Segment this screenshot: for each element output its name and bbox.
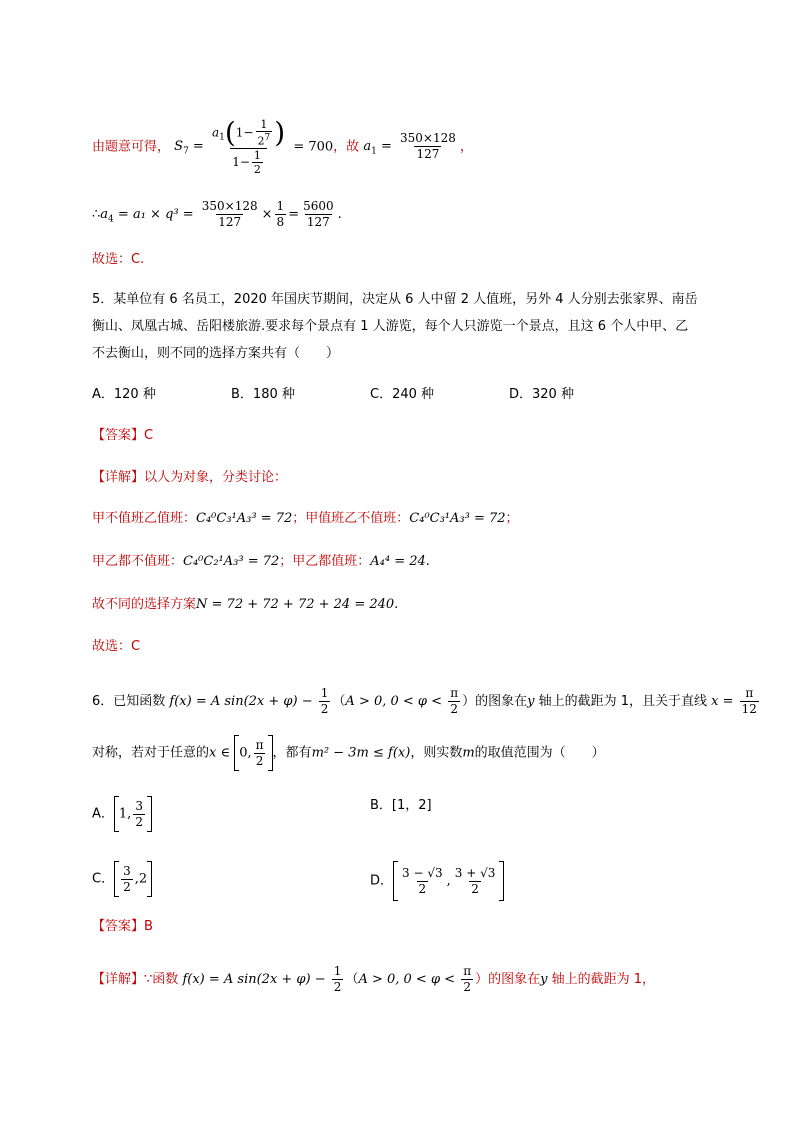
q5-option-a: A．120 种 (92, 387, 156, 402)
line2-d: 的取值范围为（ ） (474, 745, 605, 761)
detail-pi-den: 2 (463, 980, 471, 994)
q6-option-d: D． $\frac{3 - √3}{2}$ , $\frac{3 + √3}{2}$ (370, 861, 504, 901)
q6-answer (92, 917, 153, 937)
cond-open: （ (345, 972, 359, 987)
q5-detail (92, 468, 287, 488)
opt-a-den: 2 (135, 814, 143, 829)
q5-line1: 5．某单位有 6 名员工，2020 年国庆节期间，决定从 6 人中留 2 人值班，另外 4 人分别去张家界、南岳 (92, 292, 698, 307)
opt-d-label: D． (370, 873, 394, 889)
q6-cond: A > 0, 0 < φ < (345, 694, 443, 709)
case2-expr: C₄⁰C₃¹A₃³ = 72 (409, 511, 506, 526)
period: . (394, 597, 399, 612)
q5-option-d: D．320 种 (509, 387, 574, 402)
sum-fraction: $a_1(1-$ $\frac{1}{2^7}$ ) 1− $\frac{1}{2}$ (211, 115, 286, 176)
detail-b: ）的图象在 (475, 972, 541, 987)
a1-fraction (398, 131, 458, 162)
q6-line1 (92, 686, 761, 717)
pi12-den: 12 (741, 702, 757, 716)
pi12-num: π (745, 686, 754, 700)
case4-label: ；甲乙都值班： (279, 554, 371, 569)
detail-num: 1 (333, 964, 342, 978)
opt-a-left: 1, (118, 806, 132, 822)
total-label: 故不同的选择方案 (92, 597, 197, 612)
inner-one: 1− (235, 125, 254, 140)
y-axis: y (527, 694, 535, 709)
answer-tag: 【答案】 (92, 919, 145, 934)
q5-answer (92, 426, 153, 446)
q5-line2: 衡山、凤凰古城、岳阳楼旅游.要求每个景点有 1 人游览，每个人只游览一个景点，且这 6 个人中甲、乙 (92, 319, 689, 334)
q6-fx: f(x) = A sin(2x + φ) − (169, 694, 313, 709)
a4-frac1-num: 350×128 (201, 199, 258, 213)
den-one: 1− (232, 154, 250, 169)
choice-c-top: 故选：C. (92, 252, 145, 267)
opt-d-den2: 2 (471, 881, 479, 896)
detail-c: 轴上的截距为 1， (547, 972, 656, 987)
s-label: S (174, 139, 184, 155)
q6-line2 (92, 735, 605, 771)
half-num: 1 (320, 686, 329, 700)
den-den: 2 (253, 162, 261, 176)
detail-cond: A > 0, 0 < φ < (358, 972, 456, 987)
detail-a: ∵函数 (144, 972, 179, 987)
a4-frac1-den: 127 (218, 215, 242, 229)
opt-c-label: C． (92, 871, 115, 887)
therefore-sym: ∴ (92, 207, 101, 222)
opt-d-num2: 3 + √3 (454, 865, 496, 880)
s-sub: 7 (183, 146, 189, 157)
opt-d-num1: 3 − √3 (402, 865, 443, 880)
q6-option-c (92, 861, 152, 897)
cond-close: ）的图象在 (462, 694, 528, 709)
ineq: m² − 3m ≤ f(x) (311, 745, 411, 761)
inner-num: 1 (260, 118, 268, 131)
q5-case-line1 (92, 509, 519, 529)
answer-tag: 【答案】 (92, 428, 145, 443)
x-eq: x = (711, 694, 734, 709)
detail-y: y (540, 972, 548, 987)
therefore-text: ，故 (333, 139, 360, 155)
detail-fx: f(x) = A sin(2x + φ) − (182, 972, 326, 987)
case4-expr: A₄⁴ = 24 (370, 554, 426, 569)
pi-den: 2 (450, 702, 458, 716)
q6-option-b: B．[1，2] (370, 798, 432, 813)
opt-c-den: 2 (123, 879, 131, 894)
opt-a-label: A． (92, 806, 114, 822)
total-expr: N = 72 + 72 + 72 + 24 = 240 (196, 597, 395, 612)
int-left: 0, (239, 745, 252, 761)
int-pi-den: 2 (255, 753, 264, 768)
a4-equation-line: $\therefore a_4 = a_1 \times q^3$ = $\frac{350\times 128}{127}$ × $\frac{1}{8}$ = $\frac{5600}{127}$ . (92, 199, 342, 229)
answer-value: B (144, 919, 153, 934)
a1-num: 350×128 (399, 131, 456, 146)
case1-expr: C₄⁰C₃¹A₃³ = 72 (196, 511, 293, 526)
opt-c-num: 3 (123, 863, 131, 878)
line2-b: ，都有 (272, 745, 312, 761)
case3-expr: C₄⁰C₂¹A₃³ = 72 (183, 554, 280, 569)
case2-label: ；甲值班乙不值班： (292, 511, 410, 526)
q5-case-line2 (92, 552, 430, 572)
a4-expr: = a₁ × q³ = (117, 207, 194, 222)
cond-open: （ (332, 694, 346, 709)
a-sym: a (211, 125, 220, 140)
a4-frac3-num: 5600 (303, 199, 334, 213)
x-in: x ∈ (209, 745, 231, 761)
a4-frac3-den: 127 (306, 215, 330, 229)
detail-pi-num: π (463, 964, 472, 978)
detail-den: 2 (333, 980, 342, 994)
detail-text: 以人为对象，分类讨论： (144, 470, 288, 485)
comma: ， (459, 139, 473, 155)
period: . (337, 207, 342, 222)
semicolon: ； (505, 511, 519, 526)
times-sym: × (261, 207, 273, 222)
pi-num: π (450, 686, 459, 700)
detail-tag: 【详解】 (92, 470, 145, 485)
period: . (425, 554, 430, 569)
eq-700: = 700 (293, 139, 334, 155)
sum-equation-line: 由题意可得， $S_7$ = $a_1(1-$ $\frac{1}{2^7}$ ) 1− $\frac{1}{2}$ = 700，故 $a_1$ = $\frac{350\times 128}{127}$ ， (92, 115, 473, 176)
q5-choice: 故选：C (92, 639, 141, 654)
q6-option-a (92, 796, 152, 832)
q5-total (92, 595, 398, 615)
line2-a: 对称，若对于任意的 (92, 745, 210, 761)
inner-den: 2 (257, 134, 265, 148)
a1-den: 127 (416, 147, 440, 162)
q5-option-b: B．180 种 (231, 387, 295, 402)
opt-a-num: 3 (135, 798, 143, 813)
a-sub: 1 (219, 132, 225, 143)
equals-sym: = (288, 207, 300, 222)
q6-num: 6．已知函数 (92, 694, 166, 709)
intro-text: 由题意可得， (92, 139, 171, 155)
half-den: 2 (320, 702, 329, 716)
opt-c-right: ,2 (134, 871, 148, 887)
inner-exp: 7 (264, 133, 271, 143)
int-pi-num: π (255, 737, 264, 752)
q5-option-c: C．240 种 (370, 387, 435, 402)
case1-label: 甲不值班乙值班： (92, 511, 197, 526)
q5-line3: 不去衡山，则不同的选择方案共有（ ） (92, 346, 340, 361)
q6-detail (92, 964, 655, 995)
answer-value: C (144, 428, 154, 443)
line2-c: ，则实数 (410, 745, 463, 761)
den-num: 1 (253, 148, 261, 162)
detail-tag: 【详解】 (92, 972, 145, 987)
a4-frac2-num: 1 (276, 199, 285, 213)
axis-text: 轴上的截距为 1，且关于直线 (534, 694, 708, 709)
case3-label: 甲乙都不值班： (92, 554, 184, 569)
opt-d-den1: 2 (418, 881, 427, 896)
a4-frac2-den: 8 (276, 215, 285, 229)
m-var: m (462, 745, 475, 761)
